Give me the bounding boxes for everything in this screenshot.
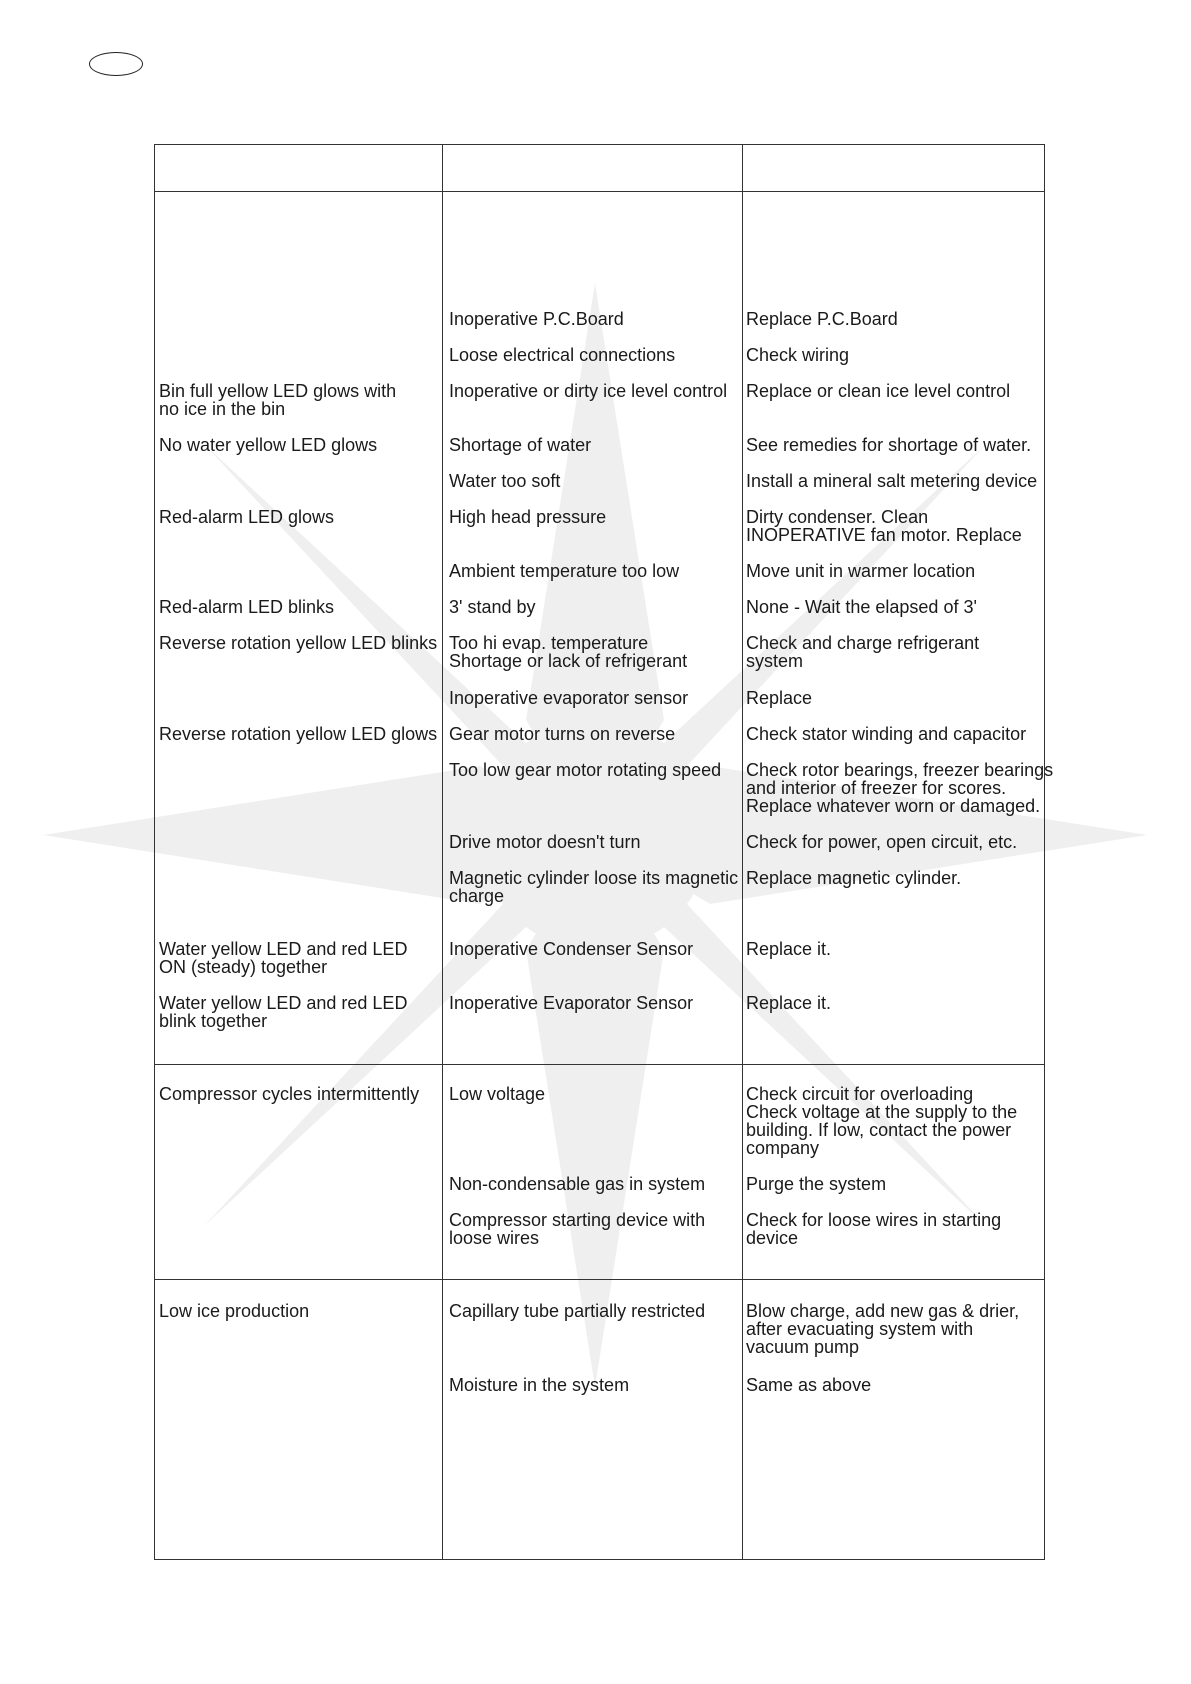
cause-cell: Water too soft [449, 471, 561, 491]
remedy-cell: Check for power, open circuit, etc. [746, 832, 1018, 852]
remedy-cell: See remedies for shortage of water. [746, 435, 1032, 455]
problem-cell: Water yellow LED and red LED [159, 993, 408, 1013]
cause-cell: loose wires [449, 1228, 540, 1248]
remedy-cell: Replace it. [746, 993, 832, 1013]
problem-cell: Bin full yellow LED glows with [159, 381, 397, 401]
remedy-cell: device [746, 1228, 799, 1248]
problem-cell: Reverse rotation yellow LED blinks [159, 633, 438, 653]
column-divider-1 [442, 145, 443, 1559]
problem-cell: Reverse rotation yellow LED glows [159, 724, 438, 744]
remedy-cell: Replace it. [746, 939, 832, 959]
cause-cell: Non-condensable gas in system [449, 1174, 706, 1194]
problem-cell: No water yellow LED glows [159, 435, 378, 455]
remedy-cell: and interior of freezer for scores. [746, 778, 1007, 798]
cause-cell: Inoperative P.C.Board [449, 309, 624, 329]
problem-cell: Compressor cycles intermittently [159, 1084, 420, 1104]
cause-cell: Shortage of water [449, 435, 592, 455]
remedy-cell: Purge the system [746, 1174, 887, 1194]
cause-cell: Low voltage [449, 1084, 546, 1104]
section-divider-1 [155, 1064, 1044, 1065]
remedy-cell: vacuum pump [746, 1337, 860, 1357]
remedy-cell: building. If low, contact the power [746, 1120, 1012, 1140]
remedy-cell: Replace P.C.Board [746, 309, 898, 329]
cause-cell: Moisture in the system [449, 1375, 630, 1395]
section-divider-2 [155, 1279, 1044, 1280]
remedy-cell: company [746, 1138, 820, 1158]
remedy-cell: Dirty condenser. Clean [746, 507, 929, 527]
problem-cell: Low ice production [159, 1301, 310, 1321]
cause-cell: 3' stand by [449, 597, 536, 617]
remedy-cell: Check rotor bearings, freezer bearings [746, 760, 1054, 780]
problem-cell: Red-alarm LED blinks [159, 597, 335, 617]
column-divider-2 [742, 145, 743, 1559]
remedy-cell: Same as above [746, 1375, 872, 1395]
remedy-cell: INOPERATIVE fan motor. Replace [746, 525, 1022, 545]
remedy-cell: system [746, 651, 804, 671]
problem-cell: Red-alarm LED glows [159, 507, 335, 527]
problem-cell: ON (steady) together [159, 957, 328, 977]
remedy-cell: Check for loose wires in starting [746, 1210, 1002, 1230]
remedy-cell: None - Wait the elapsed of 3' [746, 597, 977, 617]
remedy-cell: Replace or clean ice level control [746, 381, 1011, 401]
cause-cell: Drive motor doesn't turn [449, 832, 641, 852]
header-divider [155, 191, 1044, 192]
remedy-cell: Blow charge, add new gas & drier, [746, 1301, 1020, 1321]
cause-cell: Shortage or lack of refrigerant [449, 651, 688, 671]
remedy-cell: Install a mineral salt metering device [746, 471, 1038, 491]
remedy-cell: Check wiring [746, 345, 850, 365]
page-oval-marker [89, 52, 143, 76]
cause-cell: Loose electrical connections [449, 345, 676, 365]
problem-cell: blink together [159, 1011, 268, 1031]
cause-cell: Magnetic cylinder loose its magnetic [449, 868, 739, 888]
cause-cell: Inoperative Evaporator Sensor [449, 993, 694, 1013]
cause-cell: Too low gear motor rotating speed [449, 760, 722, 780]
remedy-cell: after evacuating system with [746, 1319, 974, 1339]
cause-cell: Ambient temperature too low [449, 561, 680, 581]
remedy-cell: Replace whatever worn or damaged. [746, 796, 1041, 816]
cause-cell: Too hi evap. temperature [449, 633, 649, 653]
remedy-cell: Check circuit for overloading [746, 1084, 974, 1104]
cause-cell: Capillary tube partially restricted [449, 1301, 706, 1321]
remedy-cell: Check stator winding and capacitor [746, 724, 1027, 744]
remedy-cell: Replace magnetic cylinder. [746, 868, 962, 888]
cause-cell: Gear motor turns on reverse [449, 724, 676, 744]
cause-cell: Inoperative evaporator sensor [449, 688, 689, 708]
remedy-cell: Move unit in warmer location [746, 561, 976, 581]
cause-cell: Compressor starting device with [449, 1210, 706, 1230]
cause-cell: High head pressure [449, 507, 607, 527]
problem-cell: Water yellow LED and red LED [159, 939, 408, 959]
remedy-cell: Replace [746, 688, 813, 708]
problem-cell: no ice in the bin [159, 399, 286, 419]
cause-cell: Inoperative or dirty ice level control [449, 381, 728, 401]
cause-cell: Inoperative Condenser Sensor [449, 939, 694, 959]
remedy-cell: Check and charge refrigerant [746, 633, 980, 653]
cause-cell: charge [449, 886, 505, 906]
remedy-cell: Check voltage at the supply to the [746, 1102, 1018, 1122]
